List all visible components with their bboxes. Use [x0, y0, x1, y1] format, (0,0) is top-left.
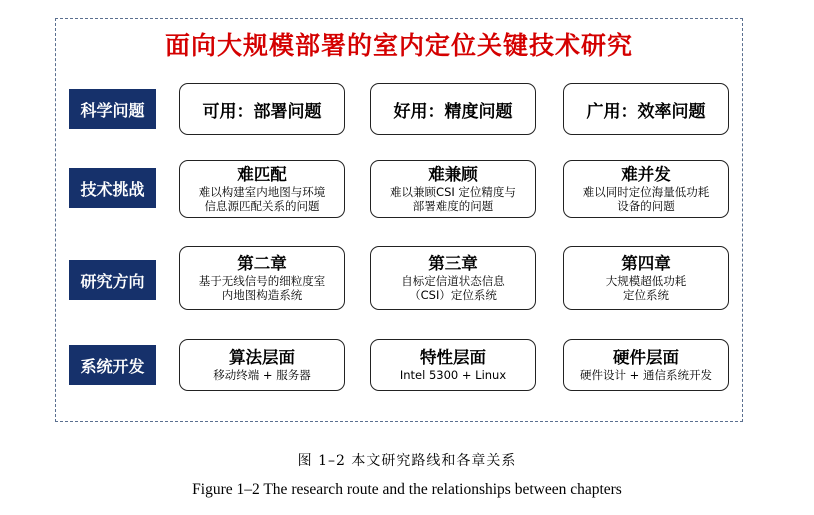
box-desc-line: 定位系统: [623, 288, 669, 302]
box-heading: 广用：效率问题: [586, 101, 706, 122]
box-desc-line: 内地图构造系统: [221, 288, 303, 302]
box-good-accuracy: [370, 83, 536, 135]
box-chapter-3: [370, 246, 536, 310]
figure-caption-english: Figure 1–2 The research route and the relationships between chapters: [192, 481, 622, 498]
box-desc-line: （CSI）定位系统: [409, 288, 497, 302]
box-desc-line: 基于无线信号的细粒度室: [198, 274, 326, 288]
box-hardware-level: [563, 339, 729, 391]
box-hard-concurrency: [563, 160, 729, 218]
box-chapter-2: [179, 246, 345, 310]
row-label-research-directions: 研究方向: [69, 260, 156, 300]
box-desc-line: 自标定信道状态信息: [401, 274, 505, 288]
box-heading: 硬件层面: [613, 348, 679, 367]
box-heading: 难匹配: [237, 165, 287, 184]
box-hard-matching: [179, 160, 345, 218]
box-desc-line: 难以构建室内地图与环境: [198, 185, 326, 199]
box-wide-efficiency: [563, 83, 729, 135]
box-heading: 难兼顾: [428, 165, 478, 184]
figure-caption-chinese: 图 1–2 本文研究路线和各章关系: [297, 453, 517, 469]
box-heading: 特性层面: [420, 348, 486, 367]
box-heading: 第四章: [621, 254, 671, 273]
box-algorithm-level: [179, 339, 345, 391]
box-desc-line: 大规模超低功耗: [605, 274, 687, 288]
box-usable-deployment: [179, 83, 345, 135]
box-heading: 好用：精度问题: [393, 101, 513, 122]
row-label-scientific-problems: 科学问题: [69, 89, 156, 129]
box-heading: 算法层面: [229, 348, 295, 367]
box-desc-line: Intel 5300 + Linux: [399, 368, 507, 382]
row-label-technical-challenges: 技术挑战: [69, 168, 156, 208]
box-desc-line: 信息源匹配关系的问题: [204, 199, 320, 213]
box-desc-line: 难以同时定位海量低功耗: [582, 185, 710, 199]
box-desc-line: 设备的问题: [617, 199, 675, 213]
box-feature-level: [370, 339, 536, 391]
box-desc-line: 移动终端 + 服务器: [213, 368, 311, 382]
box-hard-balance: [370, 160, 536, 218]
box-heading: 第三章: [428, 254, 478, 273]
box-heading: 第二章: [237, 254, 287, 273]
box-chapter-4: [563, 246, 729, 310]
box-desc-line: 硬件设计 + 通信系统开发: [580, 368, 712, 382]
diagram-title: 面向大规模部署的室内定位关键技术研究: [164, 31, 633, 60]
row-label-system-development: 系统开发: [69, 345, 156, 385]
box-desc-line: 难以兼顾CSI 定位精度与: [390, 185, 516, 199]
box-heading: 难并发: [621, 165, 671, 184]
box-desc-line: 部署难度的问题: [412, 199, 494, 213]
box-heading: 可用：部署问题: [202, 101, 322, 122]
